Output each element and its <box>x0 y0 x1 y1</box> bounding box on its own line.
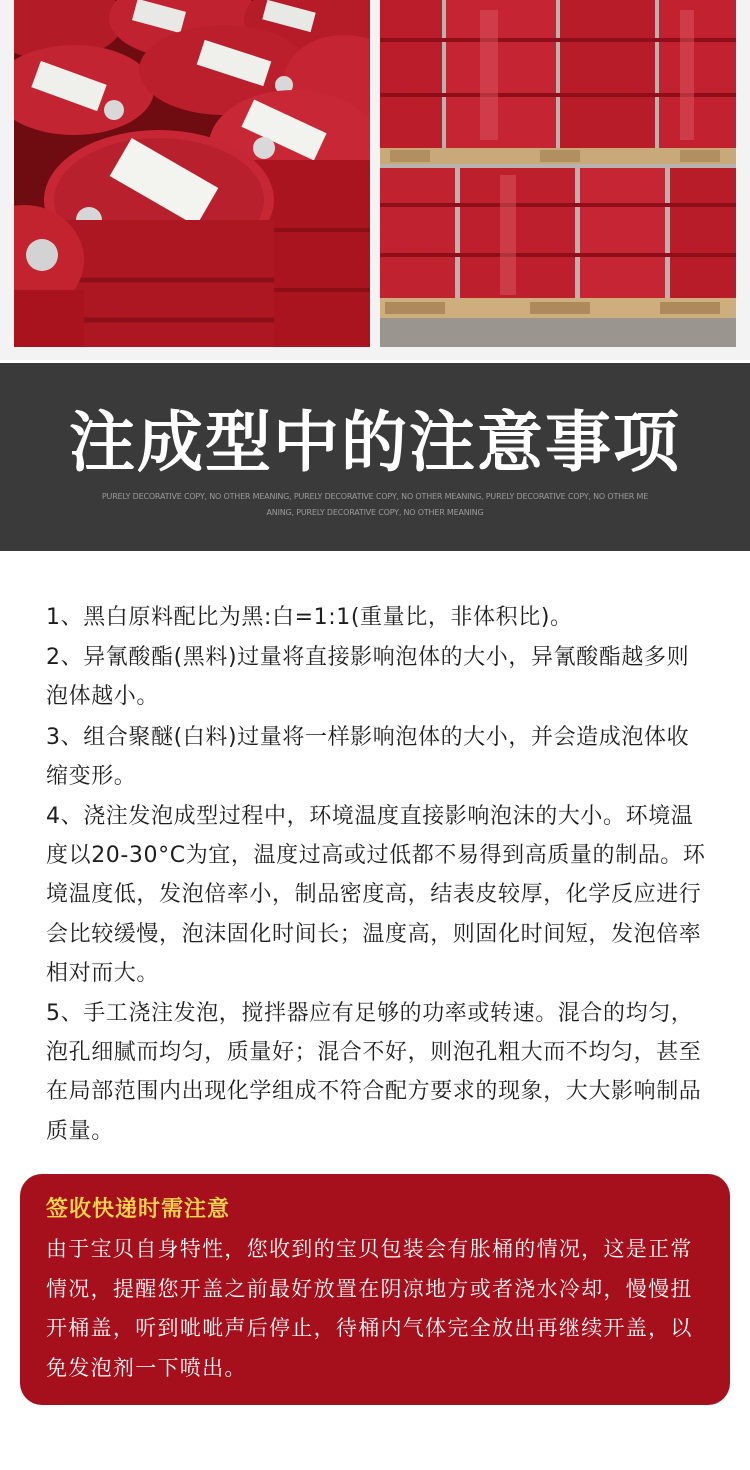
precautions-list <box>46 598 710 1152</box>
red-drums-on-pallets-image <box>380 0 736 347</box>
notice-body: 由于宝贝自身特性，您收到的宝贝包装会有胀桶的情况，这是正常情况，提醒您开盖之前最好放置在阴凉地方或者浇水冷却，慢慢扭开桶盖，听到呲呲声后停止，待桶内气体完全放出再继续开盖，以免发泡剂一下喷出。 <box>46 1237 693 1380</box>
red-drums-top-view-image <box>14 0 370 347</box>
delivery-notice-box <box>20 1174 730 1405</box>
page-title: 注成型中的注意事项 <box>69 404 681 481</box>
list-item: 2、异氰酸酯(黑料)过量将直接影响泡体的大小，异氰酸酯越多则泡体越小。 <box>46 645 690 710</box>
section-banner <box>0 363 750 551</box>
list-item: 1、黑白原料配比为黑:白=1:1(重量比，非体积比)。 <box>46 605 573 630</box>
drums-top-view-photo <box>14 0 370 347</box>
notice-title: 签收快递时需注意 <box>46 1197 231 1222</box>
list-item: 4、浇注发泡成型过程中，环境温度直接影响泡沫的大小。环境温度以20-30°C为宜，温度过高或过低都不易得到高质量的制品。环境温度低，发泡倍率小，制品密度高，结表皮较厚，化学反应进行会比较缓慢，泡沫固化时间长；温度高，则固化时间短，发泡倍率相对而大。 <box>46 804 706 986</box>
decorative-subtitle: PURELY DECORATIVE COPY, NO OTHER MEANING, PURELY DECORATIVE COPY, NO OTHER MEANING, PURELY DECORATIVE COPY, NO OTHER MEANING, PURELY DECORATIVE COPY, NO OTHER MEANING <box>101 492 649 517</box>
list-item: 3、组合聚醚(白料)过量将一样影响泡体的大小，并会造成泡体收缩变形。 <box>46 724 690 789</box>
drums-on-pallets-photo <box>380 0 736 347</box>
product-photos <box>0 0 750 360</box>
list-item: 5、手工浇注发泡，搅拌器应有足够的功率或转速。混合的均匀，泡孔细腻而均匀，质量好；混合不好，则泡孔粗大而不均匀，甚至在局部范围内出现化学组成不符合配方要求的现象，大大影响制品质量。 <box>46 1001 702 1144</box>
